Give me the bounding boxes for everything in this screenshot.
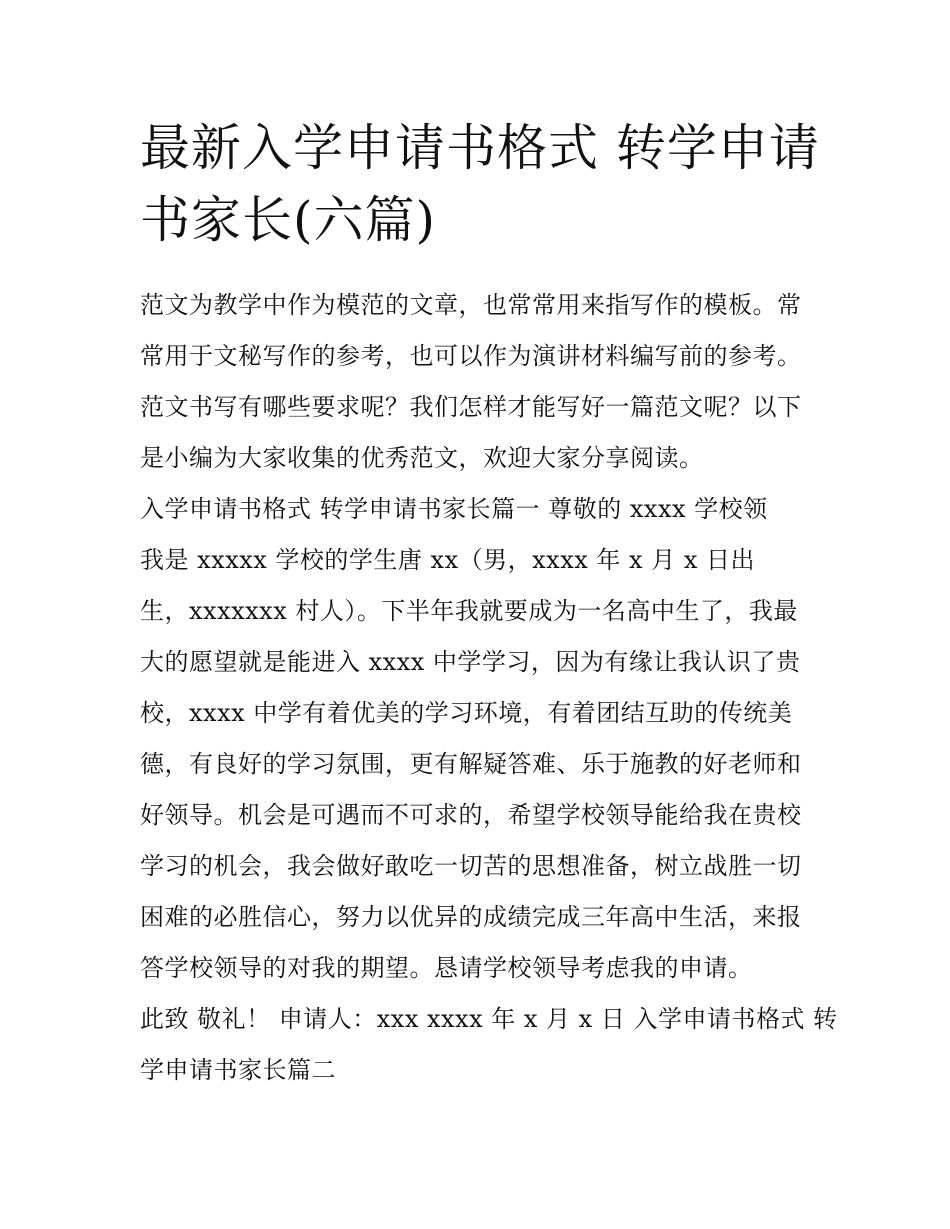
body-line: 大的愿望就是能进入 xxxx 中学学习，因为有缘让我认识了贵 bbox=[140, 648, 801, 676]
body-line: 是小编为大家收集的优秀范文，欢迎大家分享阅读。 bbox=[140, 444, 704, 472]
body-line: 学习的机会，我会做好敢吃一切苦的思想准备，树立战胜一切 bbox=[140, 852, 802, 880]
body-line: 好领导。机会是可遇而不可求的，希望学校领导能给我在贵校 bbox=[140, 801, 802, 829]
body-line: 德，有良好的学习氛围，更有解疑答难、乐于施教的好老师和 bbox=[140, 750, 802, 778]
title-line-2: 书家长(六篇) bbox=[140, 191, 437, 249]
body-line: 范文书写有哪些要求呢？我们怎样才能写好一篇范文呢？以下 bbox=[140, 393, 802, 421]
body-line: 我是 xxxxx 学校的学生唐 xx（男，xxxx 年 x 月 x 日出 bbox=[140, 546, 755, 574]
body-line: 学申请书家长篇二 bbox=[140, 1056, 336, 1084]
document-title bbox=[140, 112, 820, 256]
body-line: 范文为教学中作为模范的文章，也常常用来指写作的模板。常 bbox=[140, 291, 802, 319]
title-line-1: 最新入学申请书格式 转学申请 bbox=[140, 119, 820, 177]
body-line: 校，xxxx 中学有着优美的学习环境，有着团结互助的传统美 bbox=[140, 699, 793, 727]
body-line: 入学申请书格式 转学申请书家长篇一 尊敬的 xxxx 学校领 bbox=[140, 495, 768, 523]
body-line: 答学校领导的对我的期望。恳请学校领导考虑我的申请。 bbox=[140, 954, 753, 982]
body-line: 生，xxxxxxx 村人）。下半年我就要成为一名高中生了，我最 bbox=[140, 597, 798, 625]
body-line: 困难的必胜信心，努力以优异的成绩完成三年高中生活，来报 bbox=[140, 903, 802, 931]
body-line: 此致 敬礼！ 申请人：xxx xxxx 年 x 月 x 日 入学申请书格式 转 bbox=[140, 1005, 838, 1033]
body-line: 常用于文秘写作的参考，也可以作为演讲材料编写前的参考。 bbox=[140, 342, 802, 370]
document-body bbox=[140, 280, 838, 1096]
